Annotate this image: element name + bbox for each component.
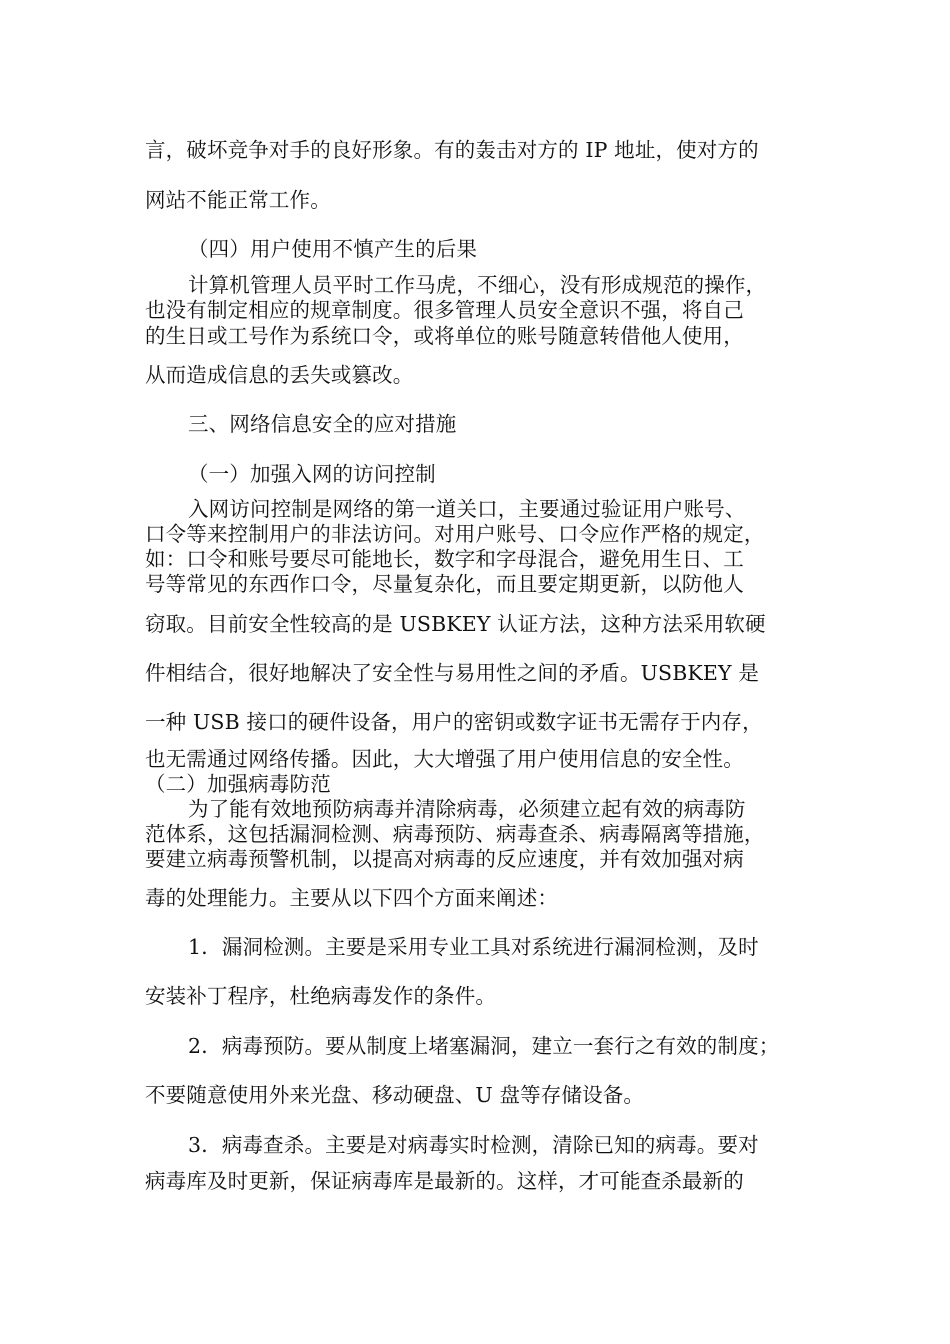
paragraph-line: 言，破坏竞争对手的良好形象。有的轰击对方的 IP 地址，使对方的 (145, 138, 759, 162)
paragraph-line: 要建立病毒预警机制，以提高对病毒的反应速度，并有效加强对病 (145, 847, 744, 871)
paragraph-line: 范体系，这包括漏洞检测、病毒预防、病毒查杀、病毒隔离等措施， (145, 822, 765, 846)
paragraph-line: 号等常见的东西作口令，尽量复杂化，而且要定期更新，以防他人 (145, 572, 744, 596)
paragraph-line: 网站不能正常工作。 (145, 188, 331, 212)
list-item-line: 3．病毒查杀。主要是对病毒实时检测，清除已知的病毒。要对 (188, 1133, 759, 1157)
list-item-line: 1．漏洞检测。主要是采用专业工具对系统进行漏洞检测，及时 (188, 935, 759, 959)
paragraph-line: 从而造成信息的丢失或篡改。 (145, 363, 414, 387)
paragraph-line: 口令等来控制用户的非法访问。对用户账号、口令应作严格的规定， (145, 522, 765, 546)
paragraph-line: 一种 USB 接口的硬件设备，用户的密钥或数字证书无需存于内存， (145, 710, 763, 734)
paragraph-line: 毒的处理能力。主要从以下四个方面来阐述： (145, 886, 558, 910)
section-heading: （四）用户使用不慎产生的后果 (188, 237, 478, 261)
paragraph-line: 也没有制定相应的规章制度。很多管理人员安全意识不强，将自己 (145, 298, 744, 322)
paragraph-line: 为了能有效地预防病毒并清除病毒，必须建立起有效的病毒防 (188, 797, 746, 821)
paragraph-line: 计算机管理人员平时工作马虎，不细心，没有形成规范的操作， (188, 273, 767, 297)
paragraph-line: 也无需通过网络传播。因此，大大增强了用户使用信息的安全性。 (145, 747, 744, 771)
list-item-line: 安装补丁程序，杜绝病毒发作的条件。 (145, 984, 497, 1008)
section-heading: （二）加强病毒防范 (145, 772, 331, 796)
paragraph-line: 的生日或工号作为系统口令，或将单位的账号随意转借他人使用， (145, 324, 744, 348)
paragraph-line: 如：口令和账号要尽可能地长，数字和字母混合，避免用生日、工 (145, 547, 744, 571)
list-item-line: 病毒库及时更新，保证病毒库是最新的。这样，才可能查杀最新的 (145, 1169, 744, 1193)
list-item-line: 不要随意使用外来光盘、移动硬盘、U 盘等存储设备。 (145, 1083, 645, 1107)
chapter-heading: 三、网络信息安全的应对措施 (188, 412, 457, 436)
section-heading: （一）加强入网的访问控制 (188, 462, 436, 486)
paragraph-line: 件相结合，很好地解决了安全性与易用性之间的矛盾。USBKEY 是 (145, 661, 760, 685)
paragraph-line: 窃取。目前安全性较高的是 USBKEY 认证方法，这种方法采用软硬 (145, 612, 766, 636)
list-item-line: 2．病毒预防。要从制度上堵塞漏洞，建立一套行之有效的制度； (188, 1034, 780, 1058)
paragraph-line: 入网访问控制是网络的第一道关口，主要通过验证用户账号、 (188, 497, 746, 521)
